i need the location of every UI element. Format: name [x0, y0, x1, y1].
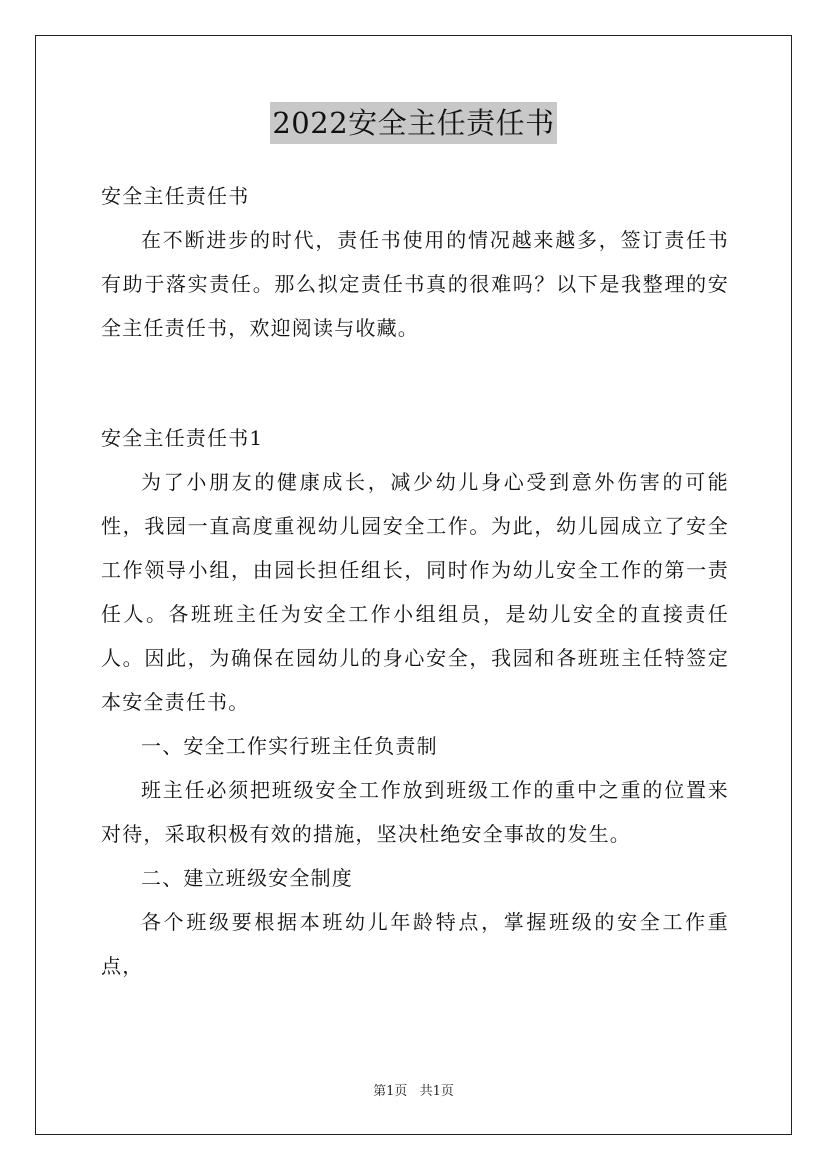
item1-paragraph: 班主任必须把班级安全工作放到班级工作的重中之重的位置来对待，采取积极有效的措施，坚决杜绝安全事故的发生。: [101, 778, 729, 846]
total-pages: 共1页: [419, 1084, 454, 1099]
item2-paragraph: 各个班级要根据本班幼儿年龄特点，掌握班级的安全工作重点，: [101, 910, 729, 978]
intro-heading: 安全主任责任书: [101, 184, 250, 208]
document-title: 2022安全主任责任书: [270, 102, 556, 144]
section1-heading: 安全主任责任书1: [101, 426, 264, 450]
section1-paragraph: 为了小朋友的健康成长，减少幼儿身心受到意外伤害的可能性，我园一直高度重视幼儿园安全工作。为此，幼儿园成立了安全工作领导小组，由园长担任组长，同时作为幼儿安全工作的第一责任人。各班班主任为安全工作小组组员，是幼儿安全的直接责任人。因此，为确保在园幼儿的身心安全，我园和各班班主任特签定本安全责任书。: [101, 470, 729, 714]
intro-paragraph: 在不断进步的时代，责任书使用的情况越来越多，签订责任书有助于落实责任。那么拟定责任书真的很难吗？以下是我整理的安全主任责任书，欢迎阅读与收藏。: [101, 228, 729, 340]
page-number: 第1页: [373, 1084, 408, 1099]
title-container: [0, 102, 827, 144]
section-spacer: [101, 350, 729, 416]
page-footer: [0, 1083, 827, 1101]
item2-heading: 二、建立班级安全制度: [141, 866, 353, 890]
item1-heading: 一、安全工作实行班主任负责制: [141, 734, 438, 758]
document-body: [101, 174, 729, 988]
